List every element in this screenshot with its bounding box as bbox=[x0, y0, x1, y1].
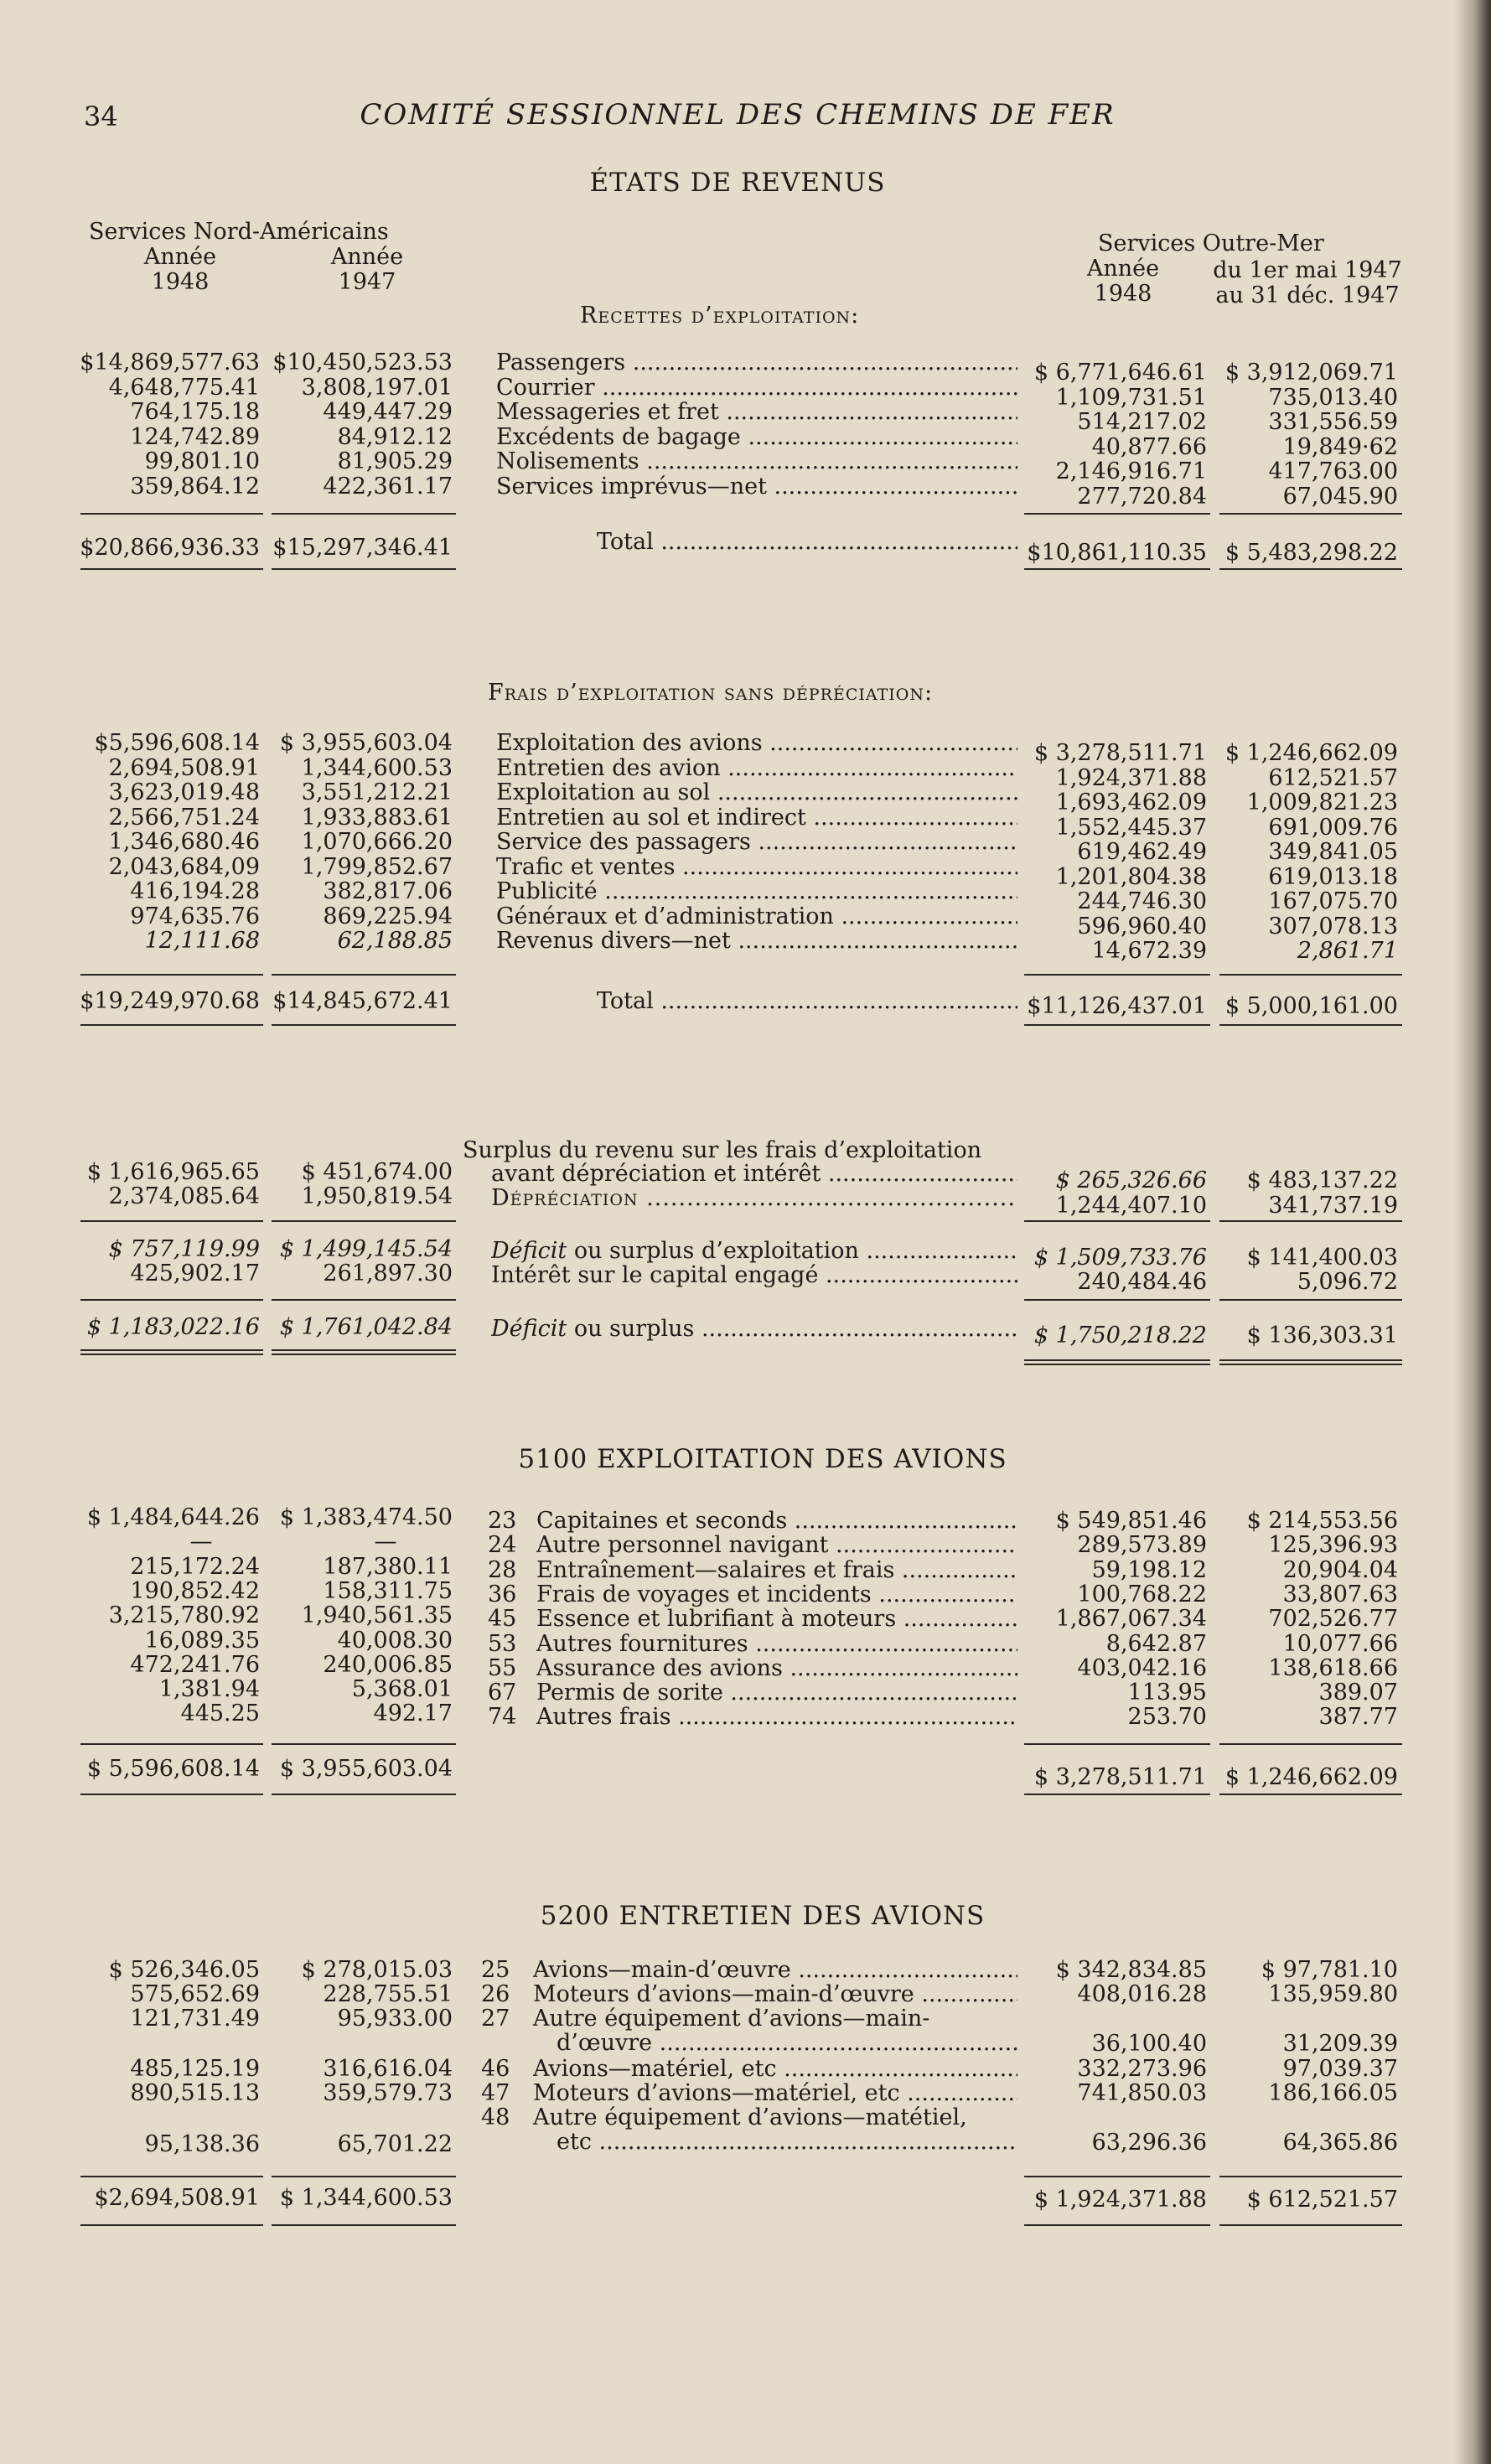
value-n47: — bbox=[374, 1529, 397, 1556]
frais-title: Frais d’exploitation sans dépréciation: bbox=[488, 680, 934, 706]
value-n48: 485,125.19 bbox=[130, 2056, 260, 2082]
value-n48: $ 757,119.99 bbox=[108, 1236, 260, 1262]
value-o48: 40,877.66 bbox=[1091, 433, 1207, 460]
value-n48: $ 5,596,608.14 bbox=[86, 1756, 260, 1782]
value-o48: 619,462.49 bbox=[1077, 839, 1207, 865]
value-o47: 167,075.70 bbox=[1268, 888, 1398, 914]
value-o47: 135,959.80 bbox=[1268, 1981, 1398, 2007]
value-n47: $15,297,346.41 bbox=[272, 535, 453, 561]
value-n47: 95,933.00 bbox=[337, 2006, 453, 2032]
value-n48: $ 1,183,022.16 bbox=[86, 1314, 260, 1340]
value-n47: 1,344,600.53 bbox=[301, 754, 453, 781]
rule-line bbox=[80, 1299, 263, 1301]
value-o48: 1,924,371.88 bbox=[1055, 764, 1207, 791]
rule-line bbox=[1219, 2176, 1402, 2177]
rule-line bbox=[1024, 1743, 1210, 1745]
value-n48: $2,694,508.91 bbox=[94, 2185, 260, 2211]
value-n47: 240,006.85 bbox=[323, 1651, 453, 1678]
value-n48: 2,694,508.91 bbox=[108, 754, 260, 781]
value-n48: $14,869,577.63 bbox=[80, 349, 260, 375]
value-o47: 702,526.77 bbox=[1268, 1606, 1398, 1633]
value-n47: 1,933,883.61 bbox=[301, 804, 453, 831]
value-o48: 100,768.22 bbox=[1077, 1581, 1207, 1607]
value-o48: $10,861,110.35 bbox=[1027, 540, 1207, 566]
value-n47: 422,361.17 bbox=[323, 473, 453, 500]
value-o48: 408,016.28 bbox=[1077, 1981, 1207, 2007]
rule-line bbox=[80, 513, 263, 515]
row-label: Autres fournitures ..... bbox=[536, 1632, 1017, 1657]
rule-line bbox=[1219, 1220, 1402, 1222]
account-code: 45 bbox=[488, 1606, 517, 1633]
value-o47: 341,737.19 bbox=[1268, 1193, 1398, 1219]
value-o48: $ 6,771,646.61 bbox=[1033, 360, 1207, 386]
value-o47: 31,209.39 bbox=[1282, 2031, 1398, 2057]
page-number: 34 bbox=[84, 101, 118, 132]
rule-line bbox=[272, 1024, 456, 1026]
value-o48: 277,720.84 bbox=[1077, 483, 1207, 510]
value-n48: 2,566,751.24 bbox=[108, 804, 260, 831]
value-n47: $ 1,344,600.53 bbox=[279, 2185, 453, 2211]
account-code: 28 bbox=[488, 1556, 517, 1583]
value-n48: 416,194.28 bbox=[130, 878, 260, 904]
account-code: 27 bbox=[481, 2006, 510, 2032]
value-n47: 187,380.11 bbox=[323, 1553, 453, 1580]
rule-line bbox=[1219, 568, 1402, 570]
rule-line bbox=[1219, 1024, 1402, 1026]
rule-line bbox=[1219, 1299, 1402, 1301]
surplus-intro: Surplus du revenu sur les frais d’exploitation bbox=[463, 1137, 982, 1163]
value-n47: 228,755.51 bbox=[323, 1981, 453, 2007]
rule-line bbox=[80, 974, 263, 976]
value-o48: $11,126,437.01 bbox=[1027, 993, 1207, 1019]
value-n47: 316,616.04 bbox=[323, 2056, 453, 2082]
rule-line bbox=[1219, 513, 1402, 515]
value-o47: 138,618.66 bbox=[1268, 1654, 1398, 1681]
value-n47: 62,188.85 bbox=[337, 928, 453, 954]
value-n47: 261,897.30 bbox=[323, 1260, 453, 1286]
row-label: Capitaines et seconds ..... bbox=[536, 1509, 1017, 1534]
account-code: 26 bbox=[481, 1981, 510, 2007]
value-o48: 1,867,067.34 bbox=[1055, 1606, 1207, 1633]
row-label: Revenus divers—net ..... bbox=[496, 929, 1017, 954]
row-label: Essence et lubrifiant à moteurs ..... bbox=[536, 1607, 1017, 1632]
col-head-o48-line1: Année bbox=[1086, 256, 1160, 282]
row-label: Permis de sorite ..... bbox=[536, 1680, 1017, 1706]
rule-line bbox=[1024, 1220, 1210, 1222]
value-o47: 20,904.04 bbox=[1282, 1556, 1398, 1583]
running-title: COMITÉ SESSIONNEL DES CHEMINS DE FER bbox=[360, 98, 1116, 132]
rule-line bbox=[1024, 1299, 1210, 1301]
value-o48: 403,042.16 bbox=[1077, 1654, 1207, 1681]
account-code: 74 bbox=[488, 1704, 517, 1731]
value-n48: 425,902.17 bbox=[130, 1260, 260, 1286]
row-label: Dépréciation ..... bbox=[491, 1186, 1017, 1211]
value-n48: 12,111.68 bbox=[144, 928, 260, 954]
value-o47: 387.77 bbox=[1318, 1704, 1398, 1731]
value-o48: $ 1,750,218.22 bbox=[1033, 1323, 1207, 1348]
value-o48: $ 3,278,511.71 bbox=[1033, 740, 1207, 766]
value-o48: 1,109,731.51 bbox=[1055, 384, 1207, 411]
row-label: Autre équipement d’avions—main- bbox=[533, 2006, 930, 2032]
row-label: Nolisements ..... bbox=[496, 449, 1017, 474]
value-n48: $19,249,970.68 bbox=[80, 988, 260, 1014]
value-n47: 3,808,197.01 bbox=[301, 374, 453, 401]
deficit-word: Déficit bbox=[491, 1239, 567, 1264]
rule-line bbox=[80, 1743, 263, 1745]
value-n48: 764,175.18 bbox=[130, 399, 260, 425]
value-n48: 99,801.10 bbox=[144, 448, 260, 474]
value-o47: 612,521.57 bbox=[1268, 764, 1398, 791]
row-label: Passengers ..... bbox=[496, 350, 1017, 375]
row-label-continued: etc ..... bbox=[557, 2130, 1017, 2155]
row-label: avant dépréciation et intérêt ..... bbox=[491, 1162, 1017, 1187]
value-n47: $ 451,674.00 bbox=[301, 1159, 453, 1185]
account-code: 24 bbox=[488, 1532, 517, 1559]
col-head-n48-line1: Année bbox=[143, 244, 217, 270]
value-o48: 2,146,916.71 bbox=[1055, 458, 1207, 484]
value-o47: $ 5,483,298.22 bbox=[1224, 540, 1398, 566]
value-n48: 1,381.94 bbox=[158, 1676, 260, 1703]
rule-line bbox=[1024, 513, 1210, 515]
value-o47: $ 3,912,069.71 bbox=[1224, 360, 1398, 386]
rule-line bbox=[1024, 568, 1210, 570]
value-o47: $ 214,553.56 bbox=[1246, 1508, 1398, 1534]
value-o48: 289,573.89 bbox=[1077, 1532, 1207, 1559]
rule-line bbox=[272, 2176, 456, 2177]
value-o47: 735,013.40 bbox=[1268, 384, 1398, 411]
value-n48: 121,731.49 bbox=[130, 2006, 260, 2032]
col-head-n48-line2: 1948 bbox=[151, 269, 210, 295]
row-label: Généraux et d’administration ..... bbox=[496, 904, 1017, 929]
value-o47: 125,396.93 bbox=[1268, 1532, 1398, 1559]
value-n48: — bbox=[189, 1529, 213, 1556]
value-n48: 890,515.13 bbox=[130, 2080, 260, 2106]
rule-line bbox=[1219, 974, 1402, 976]
value-o47: 349,841.05 bbox=[1268, 839, 1398, 865]
rule-line bbox=[1024, 2224, 1210, 2226]
value-n48: 2,374,085.64 bbox=[108, 1183, 260, 1209]
account-code: 36 bbox=[488, 1581, 517, 1607]
value-o47: $ 1,246,662.09 bbox=[1224, 1764, 1398, 1790]
value-n47: 382,817.06 bbox=[323, 878, 453, 904]
value-n47: 65,701.22 bbox=[337, 2131, 453, 2157]
row-label-rest: ou surplus bbox=[567, 1317, 695, 1342]
rule-line bbox=[272, 974, 456, 976]
row-label: Autre équipement d’avions—matétiel, bbox=[533, 2104, 967, 2130]
rule-line bbox=[1024, 2176, 1210, 2177]
value-o48: $ 549,851.46 bbox=[1055, 1508, 1207, 1534]
double-rule bbox=[1219, 1359, 1402, 1365]
row-label: Autres frais ..... bbox=[536, 1705, 1017, 1730]
value-n47: 158,311.75 bbox=[323, 1577, 453, 1604]
rule-line bbox=[1219, 1743, 1402, 1745]
value-n47: 869,225.94 bbox=[323, 903, 453, 929]
value-n47: $ 3,955,603.04 bbox=[279, 1756, 453, 1782]
value-n48: 124,742.89 bbox=[130, 423, 260, 450]
value-o48: 514,217.02 bbox=[1077, 409, 1207, 435]
account-code: 67 bbox=[488, 1680, 517, 1706]
value-o47: $ 612,521.57 bbox=[1246, 2187, 1398, 2213]
value-o47: $ 136,303.31 bbox=[1246, 1323, 1398, 1348]
section-title-5200: 5200 ENTRETIEN DES AVIONS bbox=[540, 1901, 986, 1931]
account-code: 48 bbox=[481, 2104, 510, 2130]
row-label: Moteurs d’avions—main-d’œuvre ..... bbox=[533, 1982, 1017, 2007]
section-title-5100: 5100 EXPLOITATION DES AVIONS bbox=[518, 1444, 1007, 1474]
value-o48: 1,244,407.10 bbox=[1055, 1193, 1207, 1219]
right-column-heading: Services Outre-Mer bbox=[1098, 230, 1324, 256]
rule-line bbox=[1024, 1024, 1210, 1026]
value-n47: $14,845,672.41 bbox=[272, 988, 453, 1014]
value-o47: $ 483,137.22 bbox=[1246, 1167, 1398, 1193]
row-label: Courrier ..... bbox=[496, 375, 1017, 401]
total-label: Total ..... bbox=[597, 989, 1017, 1014]
account-code: 46 bbox=[481, 2056, 510, 2082]
rule-line bbox=[80, 1220, 263, 1222]
value-n47: 81,905.29 bbox=[337, 448, 453, 474]
account-code: 47 bbox=[481, 2080, 510, 2106]
rule-line bbox=[272, 513, 456, 515]
value-o47: $ 1,246,662.09 bbox=[1224, 740, 1398, 766]
value-n48: $ 1,484,644.26 bbox=[86, 1504, 260, 1530]
row-label: Autre personnel navigant ..... bbox=[536, 1533, 1017, 1558]
rule-line bbox=[80, 2176, 263, 2177]
value-o47: 97,039.37 bbox=[1282, 2056, 1398, 2082]
row-label bbox=[491, 1317, 1017, 1342]
value-n47: $10,450,523.53 bbox=[272, 349, 453, 375]
value-n48: 3,623,019.48 bbox=[108, 779, 260, 805]
value-o47: 64,365.86 bbox=[1282, 2130, 1398, 2156]
double-rule bbox=[1024, 1359, 1210, 1365]
value-n48: 974,635.76 bbox=[130, 903, 260, 929]
value-o48: 14,672.39 bbox=[1091, 938, 1207, 964]
left-column-heading: Services Nord-Américains bbox=[89, 219, 389, 245]
col-head-n47-line2: 1947 bbox=[338, 269, 396, 295]
value-n47: 1,950,819.54 bbox=[301, 1183, 453, 1209]
page-edge-shadow bbox=[1454, 0, 1491, 2464]
value-n48: $20,866,936.33 bbox=[80, 535, 260, 561]
row-label: Moteurs d’avions—matériel, etc ..... bbox=[533, 2081, 1017, 2106]
value-n47: $ 278,015.03 bbox=[301, 1957, 453, 1983]
value-n47: $ 1,499,145.54 bbox=[279, 1236, 453, 1262]
row-label: Services imprévus—net ..... bbox=[496, 474, 1017, 500]
value-o47: 331,556.59 bbox=[1268, 409, 1398, 435]
value-n47: 1,940,561.35 bbox=[301, 1602, 453, 1629]
value-o48: 36,100.40 bbox=[1091, 2031, 1207, 2057]
value-o48: 8,642.87 bbox=[1105, 1630, 1207, 1657]
value-o48: 59,198.12 bbox=[1091, 1556, 1207, 1583]
row-label: Exploitation au sol ..... bbox=[496, 780, 1017, 805]
value-n47: 492.17 bbox=[373, 1700, 453, 1727]
value-o47: 691,009.76 bbox=[1268, 814, 1398, 841]
account-code: 55 bbox=[488, 1654, 517, 1681]
col-head-o47-line2: au 31 déc. 1947 bbox=[1215, 282, 1400, 308]
account-code: 53 bbox=[488, 1630, 517, 1657]
value-o48: 240,484.46 bbox=[1077, 1269, 1207, 1295]
value-o47: 186,166.05 bbox=[1268, 2080, 1398, 2106]
account-code: 25 bbox=[481, 1957, 510, 1983]
row-label: Entretien au sol et indirect ..... bbox=[496, 805, 1017, 831]
value-o48: 244,746.30 bbox=[1077, 888, 1207, 914]
value-n48: 2,043,684,09 bbox=[108, 853, 260, 880]
value-o48: 253.70 bbox=[1127, 1704, 1207, 1731]
value-o48: 596,960.40 bbox=[1077, 913, 1207, 940]
value-o48: 1,552,445.37 bbox=[1055, 814, 1207, 841]
col-head-o48-line2: 1948 bbox=[1094, 281, 1152, 307]
value-n48: 190,852.42 bbox=[130, 1577, 260, 1604]
value-n48: 4,648,775.41 bbox=[108, 374, 260, 401]
rule-line bbox=[1024, 974, 1210, 976]
value-n47: 449,447.29 bbox=[323, 399, 453, 425]
value-n48: 575,652.69 bbox=[130, 1981, 260, 2007]
value-n47: 359,579.73 bbox=[323, 2080, 453, 2106]
rule-line bbox=[272, 1743, 456, 1745]
value-n48: 472,241.76 bbox=[130, 1651, 260, 1678]
rule-line bbox=[80, 1024, 263, 1026]
rule-line bbox=[272, 1220, 456, 1222]
value-n48: 1,346,680.46 bbox=[108, 829, 260, 855]
value-o47: 1,009,821.23 bbox=[1246, 789, 1398, 815]
row-label: Publicité ..... bbox=[496, 879, 1017, 904]
row-label: Frais de voyages et incidents ..... bbox=[536, 1582, 1017, 1607]
row-label-rest: ou surplus d’exploitation bbox=[567, 1239, 859, 1264]
row-label: Service des passagers ..... bbox=[496, 830, 1017, 855]
rule-line bbox=[272, 2224, 456, 2226]
value-n47: $ 1,761,042.84 bbox=[279, 1314, 453, 1340]
section-title-etats-de-revenus: ÉTATS DE REVENUS bbox=[589, 168, 886, 198]
value-o47: 2,861.71 bbox=[1297, 938, 1398, 964]
value-n48: 445.25 bbox=[180, 1700, 260, 1727]
rule-line bbox=[80, 2224, 263, 2226]
rule-line bbox=[272, 1794, 456, 1795]
rule-line bbox=[80, 568, 263, 570]
rule-line bbox=[1219, 2224, 1402, 2226]
value-n48: 215,172.24 bbox=[130, 1553, 260, 1580]
value-n48: $ 526,346.05 bbox=[108, 1957, 260, 1983]
value-o48: 63,296.36 bbox=[1091, 2130, 1207, 2156]
deficit-word: Déficit bbox=[491, 1317, 567, 1342]
value-o47: 417,763.00 bbox=[1268, 458, 1398, 484]
double-rule bbox=[80, 1349, 263, 1355]
row-label: Exploitation des avions ..... bbox=[496, 731, 1017, 756]
value-o47: 33,807.63 bbox=[1282, 1581, 1398, 1607]
row-label bbox=[491, 1239, 1017, 1264]
double-rule bbox=[272, 1349, 456, 1355]
value-o47: 10,077.66 bbox=[1282, 1630, 1398, 1657]
value-n48: 3,215,780.92 bbox=[108, 1602, 260, 1629]
col-head-n47-line1: Année bbox=[330, 244, 404, 270]
value-o48: $ 265,326.66 bbox=[1055, 1167, 1207, 1193]
total-label: Total ..... bbox=[597, 530, 1017, 555]
row-label: Entretien des avion ..... bbox=[496, 756, 1017, 781]
value-n48: 16,089.35 bbox=[144, 1627, 260, 1654]
value-n47: $ 1,383,474.50 bbox=[279, 1504, 453, 1530]
value-n48: 95,138.36 bbox=[144, 2131, 260, 2157]
value-n47: 84,912.12 bbox=[337, 423, 453, 450]
value-o47: 389.07 bbox=[1318, 1680, 1398, 1706]
value-n47: 1,070,666.20 bbox=[301, 829, 453, 855]
value-o48: $ 342,834.85 bbox=[1055, 1957, 1207, 1983]
value-n48: $ 1,616,965.65 bbox=[86, 1159, 260, 1185]
value-o47: 619,013.18 bbox=[1268, 863, 1398, 890]
value-o47: 19,849·62 bbox=[1282, 433, 1398, 460]
value-n47: $ 3,955,603.04 bbox=[279, 730, 453, 756]
value-o47: 5,096.72 bbox=[1297, 1269, 1398, 1295]
rule-line bbox=[80, 1794, 263, 1795]
rule-line bbox=[1024, 1794, 1210, 1795]
value-o47: $ 5,000,161.00 bbox=[1224, 993, 1398, 1019]
value-o47: $ 141,400.03 bbox=[1246, 1245, 1398, 1271]
row-label: Intérêt sur le capital engagé ..... bbox=[491, 1263, 1017, 1288]
value-n48: 359,864.12 bbox=[130, 473, 260, 500]
value-o48: 332,273.96 bbox=[1077, 2056, 1207, 2082]
row-label: Trafic et ventes ..... bbox=[496, 855, 1017, 880]
row-label-continued: d’œuvre ..... bbox=[557, 2031, 1017, 2056]
rule-line bbox=[272, 1299, 456, 1301]
row-label: Messageries et fret ..... bbox=[496, 400, 1017, 425]
row-label: Entraînement—salaires et frais ..... bbox=[536, 1558, 1017, 1583]
row-label: Avions—matériel, etc ..... bbox=[533, 2057, 1017, 2082]
row-label: Assurance des avions ..... bbox=[536, 1656, 1017, 1681]
value-o48: $ 1,924,371.88 bbox=[1033, 2187, 1207, 2213]
value-o48: 1,693,462.09 bbox=[1055, 789, 1207, 815]
value-n47: 3,551,212.21 bbox=[301, 779, 453, 805]
row-label: Avions—main-d’œuvre ..... bbox=[533, 1958, 1017, 1983]
value-n47: 5,368.01 bbox=[351, 1676, 453, 1703]
row-label: Excédents de bagage ..... bbox=[496, 425, 1017, 450]
account-code: 23 bbox=[488, 1508, 517, 1534]
value-n47: 1,799,852.67 bbox=[301, 853, 453, 880]
recettes-title: Recettes d’exploitation: bbox=[580, 303, 860, 329]
value-o48: 741,850.03 bbox=[1077, 2080, 1207, 2106]
value-o48: $ 3,278,511.71 bbox=[1033, 1764, 1207, 1790]
col-head-o47-line1: du 1er mai 1947 bbox=[1213, 257, 1402, 283]
value-o47: 67,045.90 bbox=[1282, 483, 1398, 510]
value-o47: 307,078.13 bbox=[1268, 913, 1398, 940]
rule-line bbox=[272, 568, 456, 570]
value-n48: $5,596,608.14 bbox=[94, 730, 260, 756]
value-o47: $ 97,781.10 bbox=[1261, 1957, 1398, 1983]
value-o48: 1,201,804.38 bbox=[1055, 863, 1207, 890]
value-o48: 113.95 bbox=[1127, 1680, 1207, 1706]
value-o48: $ 1,509,733.76 bbox=[1033, 1245, 1207, 1271]
rule-line bbox=[1219, 1794, 1402, 1795]
value-n47: 40,008.30 bbox=[337, 1627, 453, 1654]
